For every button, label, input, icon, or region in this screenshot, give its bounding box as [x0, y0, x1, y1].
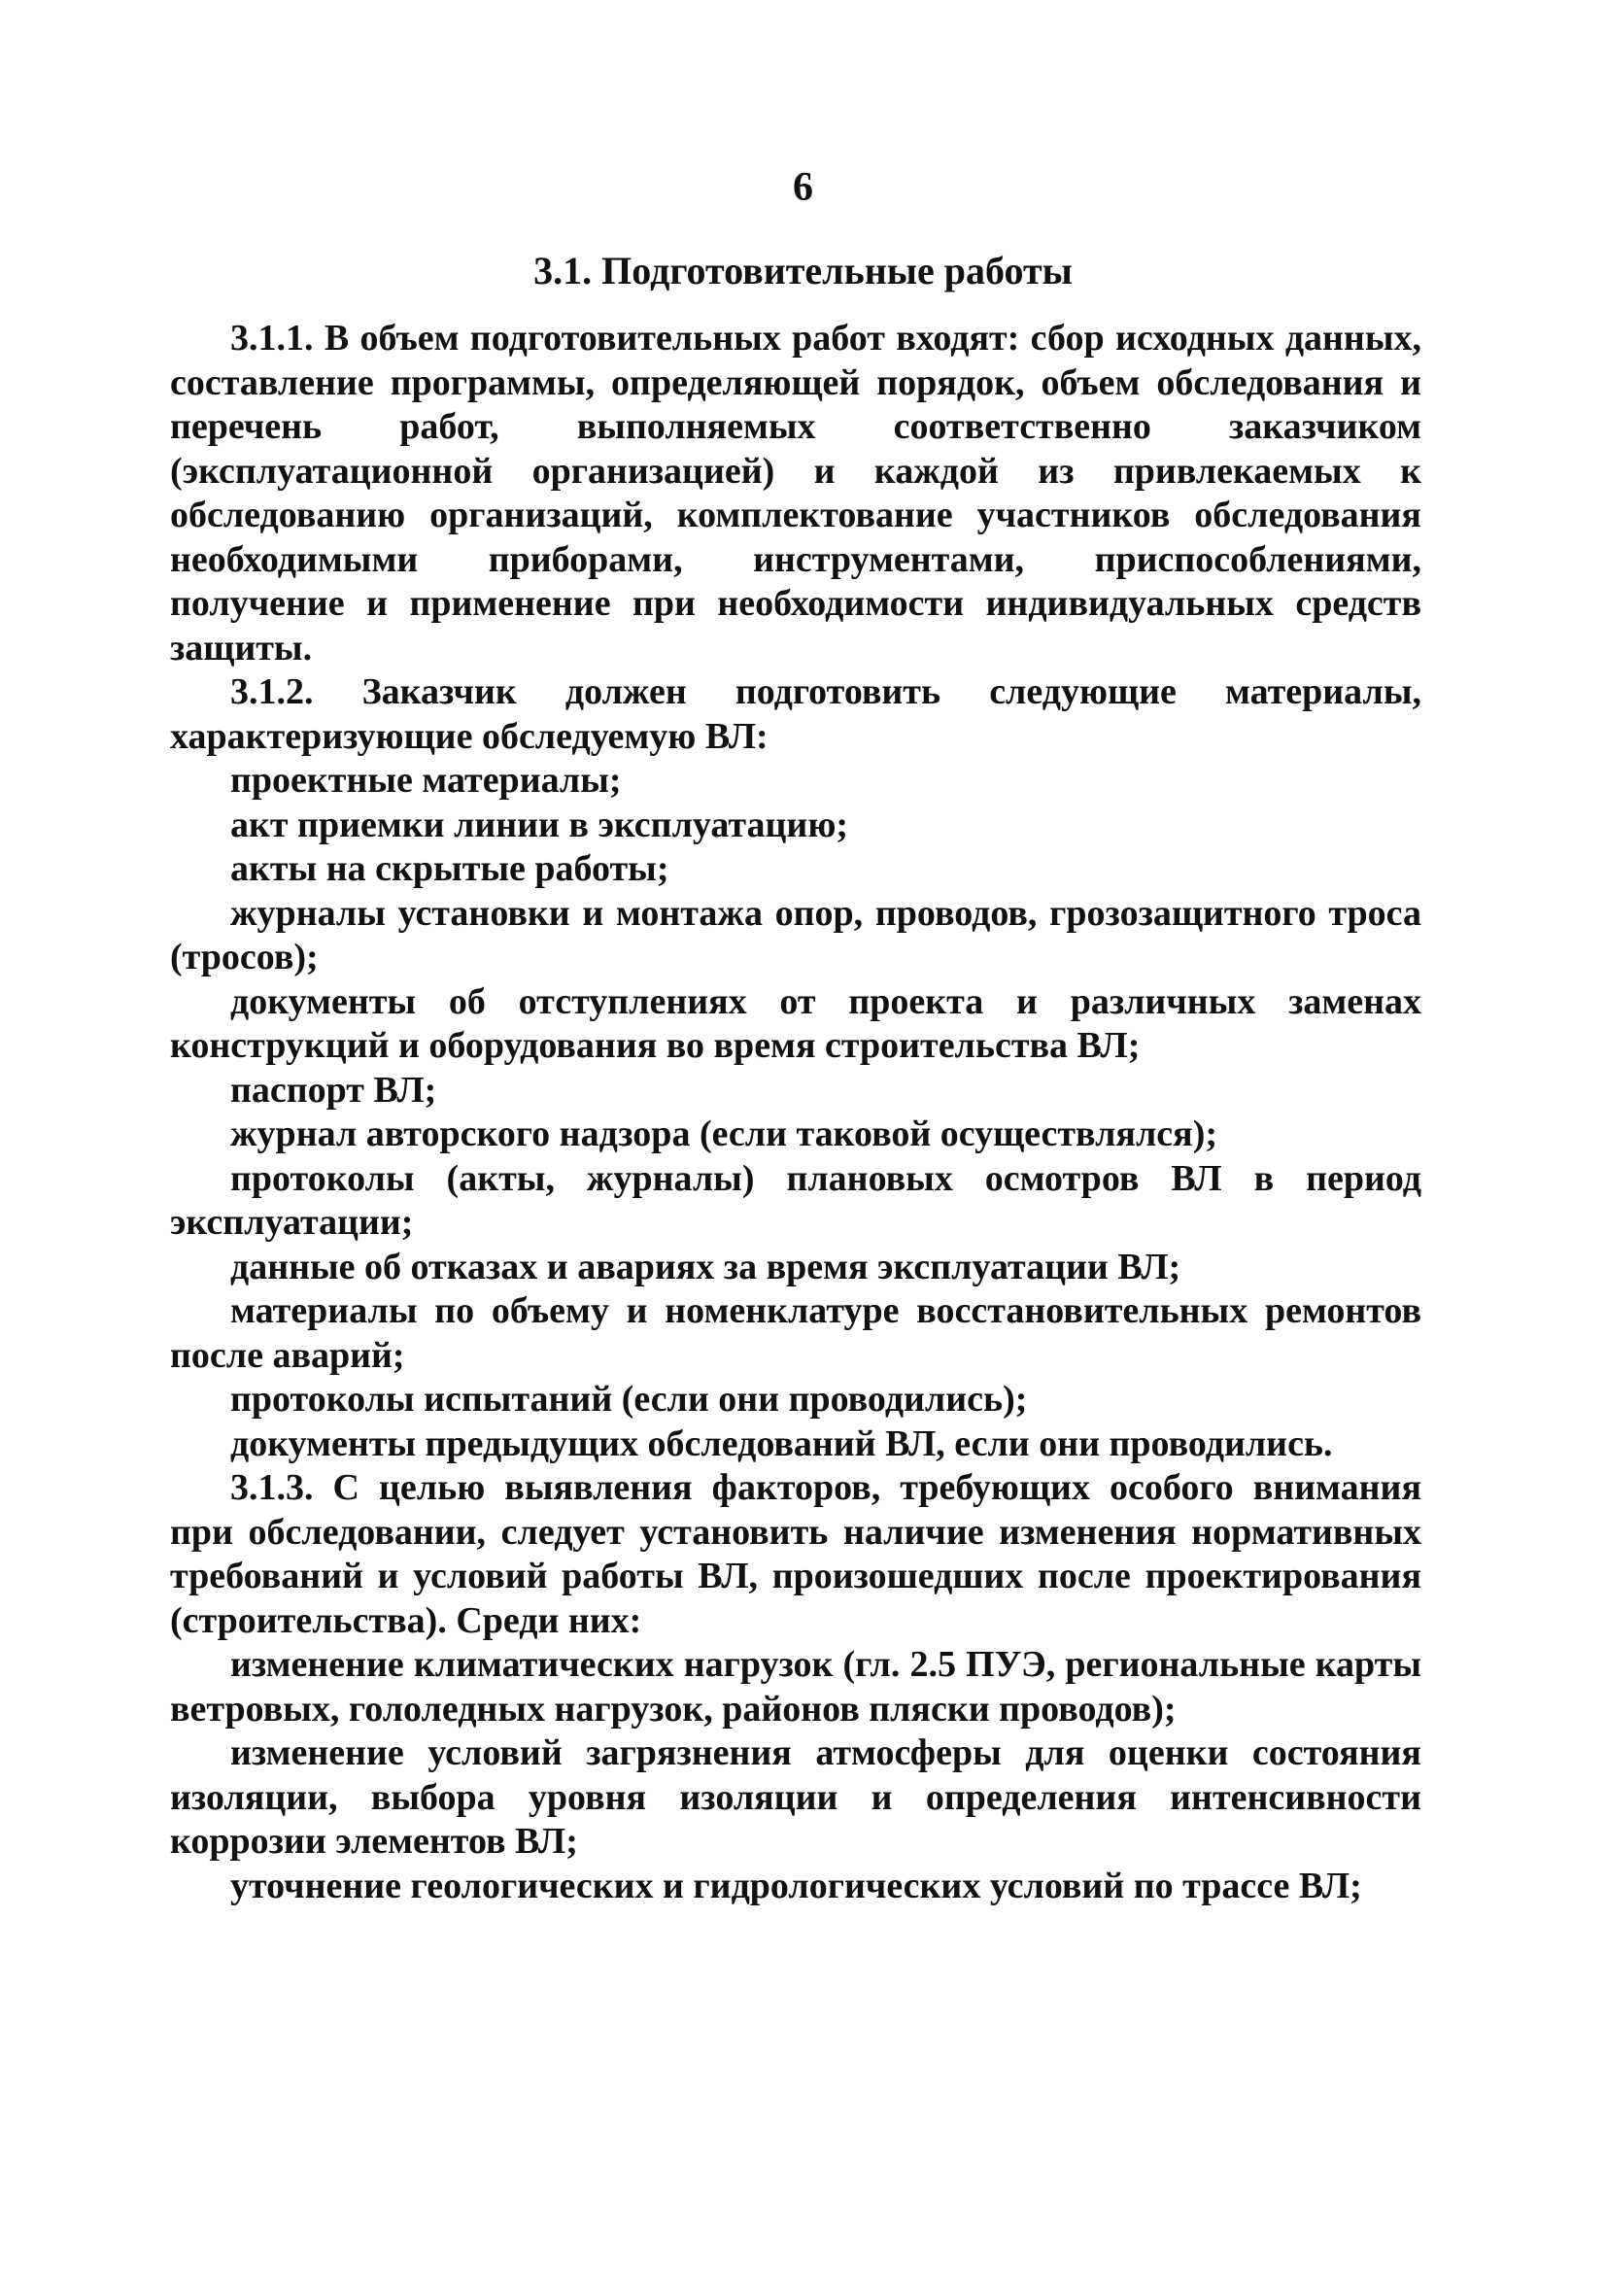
- list-item: проектные материалы;: [230, 760, 622, 801]
- list-item: акты на скрытые работы;: [230, 848, 669, 889]
- section-title: 3.1. Подготовительные работы: [533, 249, 1073, 292]
- list-item: акт приемки линии в эксплуатацию;: [230, 804, 849, 845]
- list-item: протоколы (акты, журналы) плановых осмотров ВЛ в период эксплуатации;: [170, 1157, 1421, 1243]
- list-item: данные об отказах и авариях за время эксплуатации ВЛ;: [230, 1246, 1181, 1287]
- page-number: 6: [793, 165, 813, 210]
- list-item: материалы по объему и номенклатуре восстановительных ремонтов после аварий;: [170, 1290, 1421, 1376]
- list-item: журнал авторского надзора (если таковой осуществлялся);: [230, 1114, 1217, 1154]
- list-item: изменение климатических нагрузок (гл. 2.5 ПУЭ, региональные карты ветровых, гололедных нагрузок, районов пляски проводов);: [170, 1644, 1421, 1730]
- document-body: [170, 317, 1421, 1908]
- list-item: изменение условий загрязнения атмосферы для оценки состояния изоляции, выбора уровня изоляции и определения интенсивности коррозии элементов ВЛ;: [170, 1732, 1421, 1862]
- paragraph-3-1-1: 3.1.1. В объем подготовительных работ входят: сбор исходных данных, составление программы, определяющей порядок, объем обследования и перечень работ, выполняемых соответственно заказчиком (эксплуатационной организацией) и каждой из привлекаемых к обследованию организаций, комплектование участников обследования необходимыми приборами, инструментами, приспособлениями, получение и применение при необходимости индивидуальных средств защиты.: [170, 318, 1421, 668]
- list-item: документы предыдущих обследований ВЛ, если они проводились.: [230, 1422, 1333, 1464]
- list-item: протоколы испытаний (если они проводились);: [230, 1379, 1028, 1420]
- list-item: журналы установки и монтажа опор, проводов, грозозащитного троса (тросов);: [170, 892, 1421, 977]
- paragraph-3-1-2: 3.1.2. Заказчик должен подготовить следующие материалы, характеризующие обследуемую ВЛ:: [170, 671, 1421, 757]
- list-item: уточнение геологических и гидрологических условий по трассе ВЛ;: [230, 1865, 1362, 1906]
- list-item: паспорт ВЛ;: [230, 1069, 437, 1111]
- list-item: документы об отступлениях от проекта и различных заменах конструкций и оборудования во время строительства ВЛ;: [170, 980, 1421, 1066]
- paragraph-3-1-3: 3.1.3. С целью выявления факторов, требующих особого внимания при обследовании, следует установить наличие изменения нормативных требований и условий работы ВЛ, произошедших после проектирования (строительства). Среди них:: [170, 1467, 1421, 1641]
